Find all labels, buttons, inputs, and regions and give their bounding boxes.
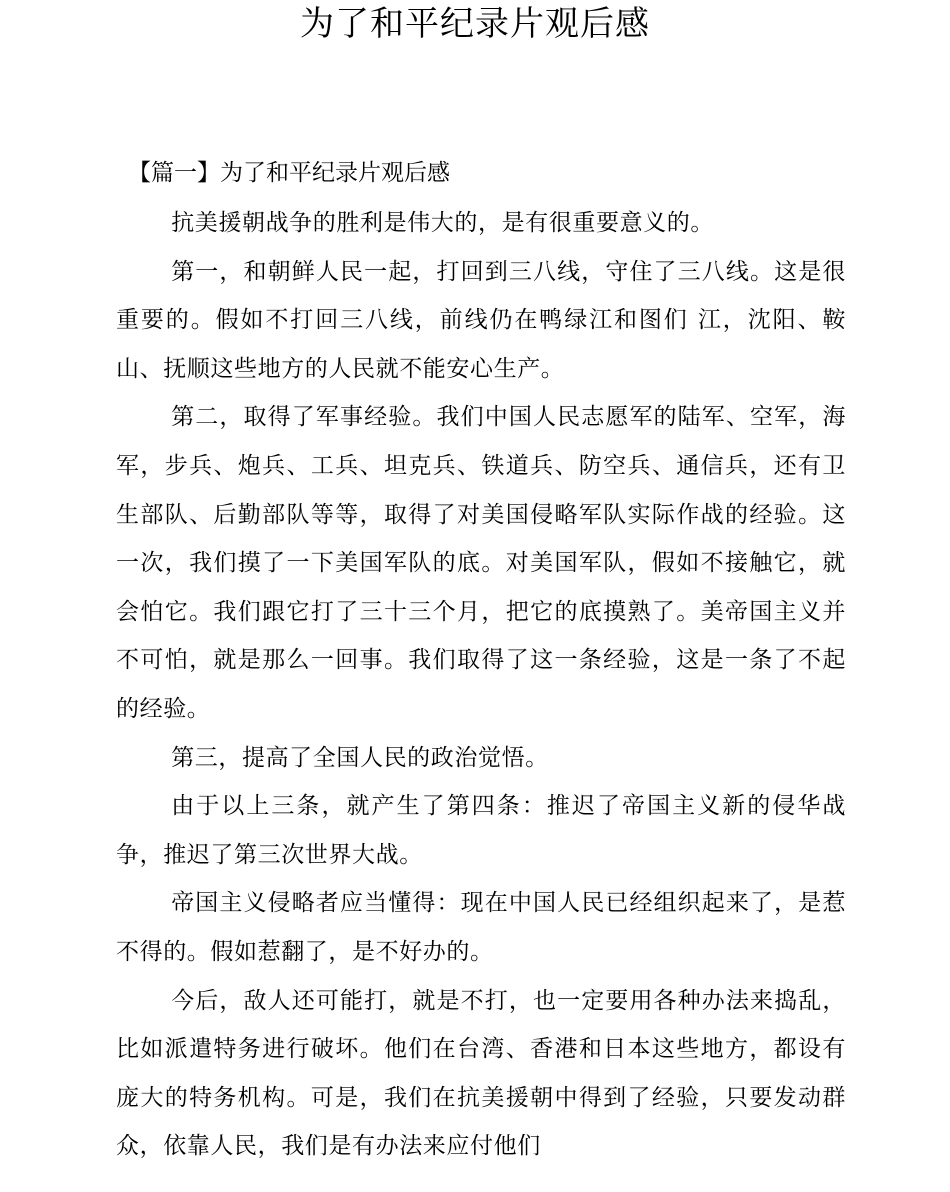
section-heading: 【篇一】为了和平纪录片观后感 bbox=[128, 160, 450, 186]
document-body bbox=[116, 199, 846, 1171]
paragraph-4: 第三，提高了全国人民的政治觉悟。 bbox=[171, 744, 549, 771]
paragraph-2: 第一，和朝鲜人民一起，打回到三八线，守住了三八线。这是很重要的。假如不打回三八线，前线仍在鸭绿江和图们 江，沈阳、鞍山、抚顺这些地方的人民就不能安心生产。 bbox=[116, 258, 846, 382]
document-title: 为了和平纪录片观后感 bbox=[300, 4, 650, 44]
paragraph-5: 由于以上三条，就产生了第四条：推迟了帝国主义新的侵华战争，推迟了第三次世界大战。 bbox=[116, 793, 846, 868]
paragraph-3: 第二，取得了军事经验。我们中国人民志愿军的陆军、空军，海军，步兵、炮兵、工兵、坦克兵、铁道兵、防空兵、通信兵，还有卫生部队、后勤部队等等，取得了对美国侵略军队实际作战的经验。这一次，我们摸了一下美国军队的底。对美国军队，假如不接触它，就会怕它。我们跟它打了三十三个月，把它的底摸熟了。美帝国主义并不可怕，就是那么一回事。我们取得了这一条经验，这是一条了不起的经验。 bbox=[116, 404, 846, 722]
paragraph-6: 帝国主义侵略者应当懂得：现在中国人民已经组织起来了，是惹不得的。假如惹翻了，是不好办的。 bbox=[116, 890, 846, 965]
paragraph-7: 今后，敌人还可能打，就是不打，也一定要用各种办法来捣乱，比如派遣特务进行破坏。他们在台湾、香港和日本这些地方，都设有庞大的特务机构。可是，我们在抗美援朝中得到了经验，只要发动群众，依靠人民，我们是有办法来应付他们 bbox=[116, 987, 846, 1160]
paragraph-1: 抗美援朝战争的胜利是伟大的，是有很重要意义的。 bbox=[171, 210, 714, 236]
